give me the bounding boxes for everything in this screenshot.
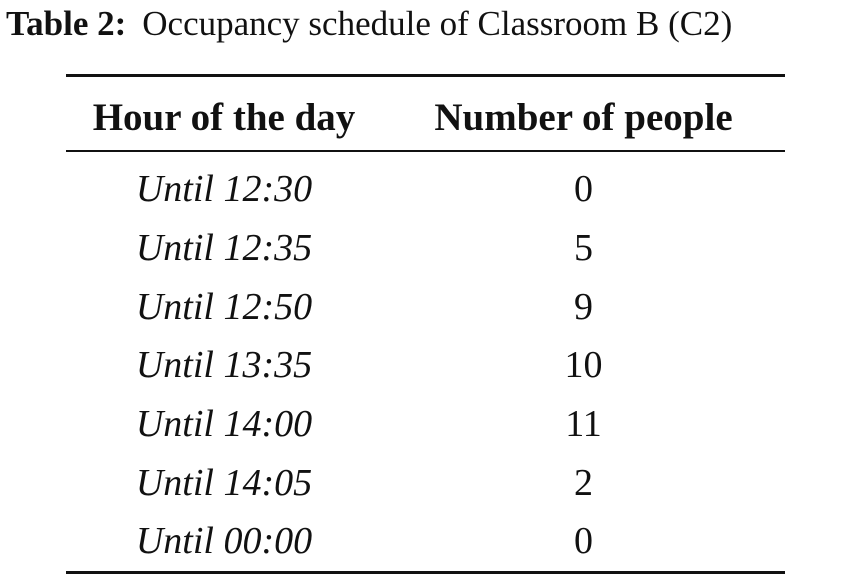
table-header-rule [66,150,785,152]
cell-people: 0 [574,520,593,563]
header-hour-of-day: Hour of the day [92,95,356,139]
table-row [66,336,785,395]
table-row [66,512,785,571]
table-top-rule [66,74,785,77]
table-row [66,395,785,454]
header-number-of-people: Number of people [434,95,733,139]
cell-hour: Until 13:35 [135,344,313,387]
cell-people: 2 [574,461,593,504]
table-row [66,160,785,219]
cell-people: 5 [574,227,593,270]
cell-hour: Until 12:35 [135,227,313,270]
caption-label: Table 2: [6,4,127,43]
cell-hour: Until 14:05 [135,461,313,504]
caption-text: Occupancy schedule of Classroom B (C2) [142,4,733,43]
cell-hour: Until 12:50 [135,285,313,328]
cell-people: 11 [565,403,602,446]
table-body [66,160,785,571]
cell-people: 9 [574,285,593,328]
table-row [66,453,785,512]
table-header-row [66,88,785,146]
table-bottom-rule [66,571,785,574]
table-caption [6,2,732,46]
table-row [66,277,785,336]
cell-people: 0 [574,168,593,211]
table-row [66,219,785,278]
cell-hour: Until 14:00 [135,403,313,446]
cell-people: 10 [564,344,603,387]
cell-hour: Until 12:30 [135,168,313,211]
cell-hour: Until 00:00 [135,520,313,563]
